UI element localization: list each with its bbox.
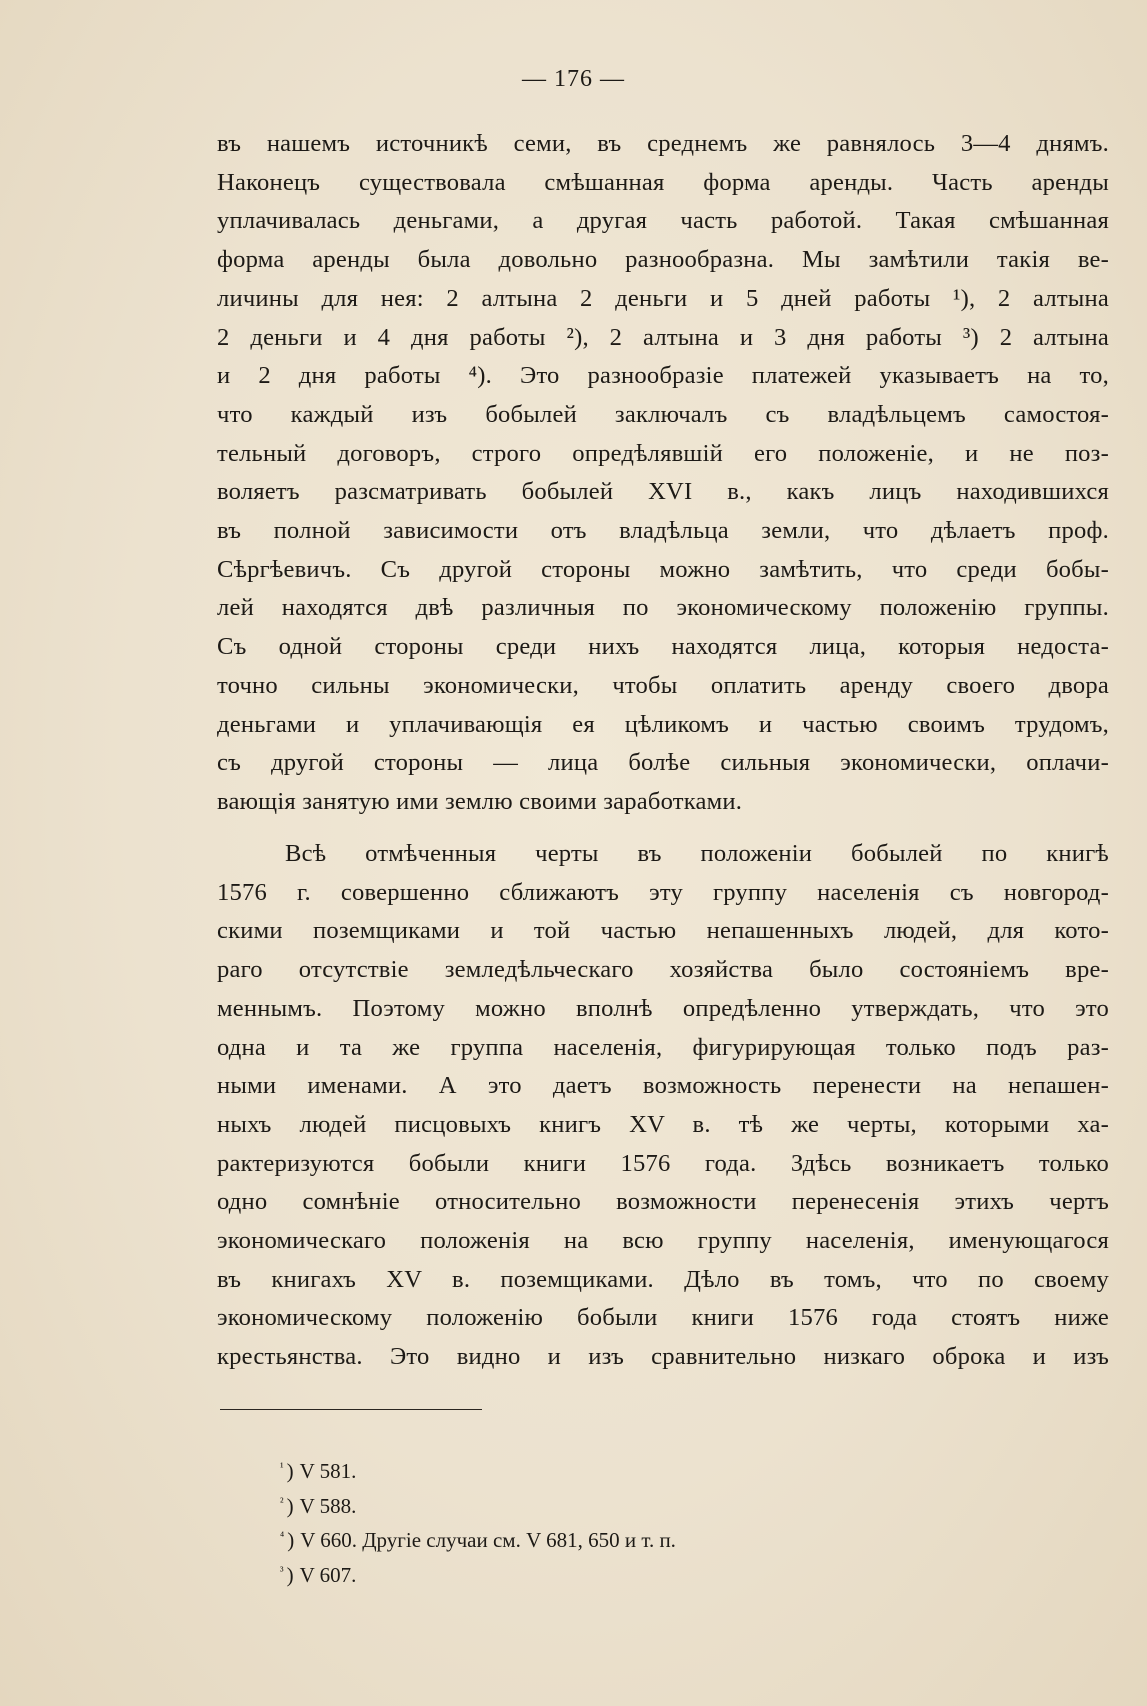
text-line: экономическаго положенія на всю группу населенія, именующагося <box>217 1227 1109 1255</box>
text-line: ныхъ людей писцовыхъ книгъ XV в. тѣ же черты, которыми ха- <box>217 1110 1109 1138</box>
footnote-mark: ⁴ <box>280 1529 285 1543</box>
text-line: воляетъ разсматривать бобылей XVI в., какъ лицъ находившихся <box>217 478 1109 506</box>
footnote-divider <box>220 1409 482 1410</box>
footnote-mark: ³ <box>280 1563 284 1578</box>
text-line: раго отсутствіе земледѣльческаго хозяйства было состояніемъ вре- <box>217 956 1109 984</box>
text-line: въ книгахъ XV в. поземщиками. Дѣло въ томъ, что по своему <box>217 1265 1109 1293</box>
text-line: Сѣргѣевичъ. Съ другой стороны можно замѣтить, что среди бобы- <box>217 555 1109 583</box>
text-line: ными именами. А это даетъ возможность перенести на непашен- <box>217 1072 1109 1100</box>
text-line: точно сильны экономически, чтобы оплатить аренду своего двора <box>217 671 1109 699</box>
text-line: рактеризуются бобыли книги 1576 года. Здѣсь возникаетъ только <box>217 1149 1109 1177</box>
footnote: ⁴ ) V 660. Другіе случаи см. V 681, 650 и т. п. <box>280 1521 676 1556</box>
footnote-text: V 607. <box>299 1562 357 1587</box>
text-line: одна и та же группа населенія, фигурирующая только подъ раз- <box>217 1033 1109 1061</box>
text-line: 1576 г. совершенно сближаютъ эту группу населенія съ новгород- <box>217 878 1109 906</box>
text-line: деньгами и уплачивающія ея цѣликомъ и частью своимъ трудомъ, <box>217 710 1109 738</box>
footnote-text: V 581. <box>299 1459 357 1483</box>
text-line: одно сомнѣніе относительно возможности перенесенія этихъ чертъ <box>217 1188 1109 1216</box>
text-line: крестьянства. Это видно и изъ сравнительно низкаго оброка и изъ <box>217 1343 1109 1371</box>
text-line: скими поземщиками и той частью непашенныхъ людей, для кото- <box>217 917 1109 945</box>
footnote-text: V 660. Другіе случаи см. V 681, 650 и т. п. <box>300 1528 676 1552</box>
text-line: въ нашемъ источникѣ семи, въ среднемъ же равнялось 3—4 днямъ. <box>217 130 1109 157</box>
footnote: ² ) V 588. <box>280 1487 676 1522</box>
paragraph-2 <box>217 835 1109 1377</box>
text-line: Съ одной стороны среди нихъ находятся лица, которыя недоста- <box>217 633 1109 661</box>
footnotes <box>280 1452 676 1590</box>
footnote-mark: ¹ <box>280 1460 284 1474</box>
text-line: что каждый изъ бобылей заключалъ съ владѣльцемъ самостоя- <box>217 400 1109 428</box>
page-number: — 176 — <box>522 66 625 92</box>
text-line: экономическому положенію бобыли книги 1576 года стоятъ ниже <box>217 1304 1109 1332</box>
paragraph-1 <box>217 125 1109 822</box>
text-line: форма аренды была довольно разнообразна. Мы замѣтили такія ве- <box>217 246 1109 274</box>
text-line: въ полной зависимости отъ владѣльца земли, что дѣлаетъ проф. <box>217 517 1109 545</box>
text-line: меннымъ. Поэтому можно вполнѣ опредѣленно утверждать, что это <box>217 994 1109 1022</box>
text-line: 2 деньги и 4 дня работы ²), 2 алтына и 3 дня работы ³) 2 алтына <box>217 323 1109 351</box>
footnote-mark: ² <box>280 1494 284 1509</box>
text-line: Наконецъ существовала смѣшанная форма аренды. Часть аренды <box>217 168 1109 196</box>
footnote: ³ ) V 607. <box>280 1556 676 1591</box>
text-line: съ другой стороны — лица болѣе сильныя экономически, оплачи- <box>217 749 1109 777</box>
text-line: уплачивалась деньгами, а другая часть работой. Такая смѣшанная <box>217 207 1109 235</box>
footnote: ¹ ) V 581. <box>280 1452 676 1487</box>
text-line: Всѣ отмѣченныя черты въ положеніи бобылей по книгѣ <box>285 840 1109 867</box>
text-line: тельный договоръ, строго опредѣлявшій его положеніе, и не поз- <box>217 439 1109 467</box>
text-line: личины для нея: 2 алтына 2 деньги и 5 дней работы ¹), 2 алтына <box>217 284 1109 312</box>
text-line: лей находятся двѣ различныя по экономическому положенію группы. <box>217 594 1109 622</box>
text-line: и 2 дня работы ⁴). Это разнообразіе платежей указываетъ на то, <box>217 362 1109 390</box>
text-line: вающія занятую ими землю своими заработками. <box>217 787 743 815</box>
footnote-text: V 588. <box>299 1493 357 1518</box>
